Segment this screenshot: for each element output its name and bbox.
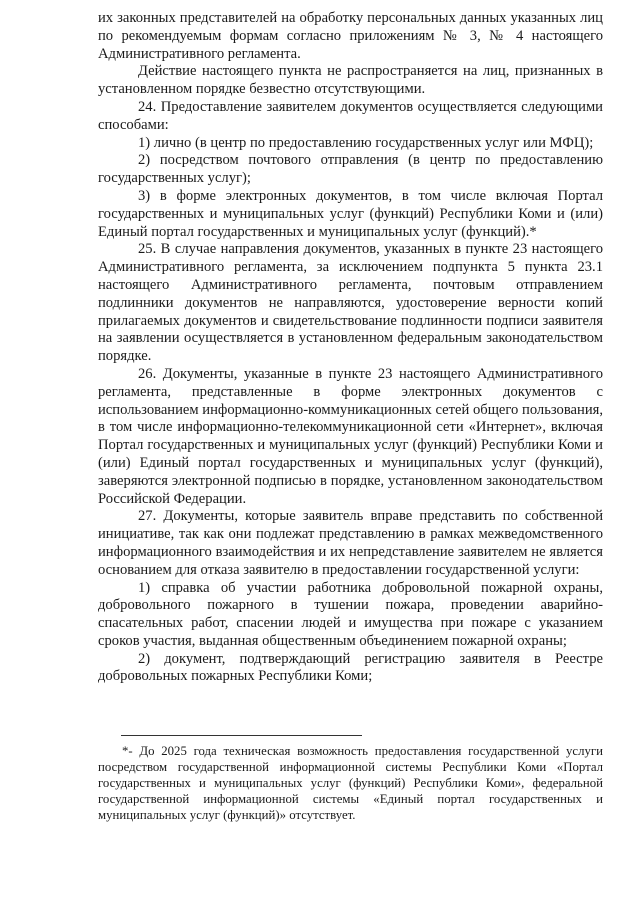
paragraph-24-item-3: 3) в форме электронных документов, в том числе включая Портал государственных и муниципальных услуг (функций) Республики Коми и (или) Единый портал государственных и муниципальных услуг (функций).* xyxy=(98,187,603,240)
footnote-text: *- До 2025 года техническая возможность предоставления государственной услуги посредством государственной информационной системы Республики Коми «Портал государственных и муниципальных услуг (функций) Республики Коми», федеральной государственной информационной системы «Единый портал государственных и муниципальных услуг (функций)» отсутствует. xyxy=(98,744,603,822)
paragraph-26: 26. Документы, указанные в пункте 23 настоящего Административного регламента, представленные в форме электронных документов с использованием информационно-коммуникационных сетей общего пользования, в том числе информационно-телекоммуникационной сети «Интернет», включая Портал государственных и муниципальных услуг (функций) Республики Коми и (или) Единый портал государственных и муниципальных услуг (функций), заверяются электронной подписью в порядке, установленном законодательством Российской Федерации. xyxy=(98,365,603,507)
paragraph-27-item-2: 2) документ, подтверждающий регистрацию заявителя в Реестре добровольных пожарных Республики Коми; xyxy=(98,650,603,685)
paragraph-27-item-1: 1) справка об участии работника добровольной пожарной охраны, добровольного пожарного в тушении пожара, проведении аварийно-спасательных работ, спасении людей и имущества при пожаре с указанием сроков участия, выданная общественным объединением пожарной охраны; xyxy=(98,579,603,649)
document-body xyxy=(98,10,603,686)
paragraph-24: 24. Предоставление заявителем документов осуществляется следующими способами: xyxy=(98,98,603,133)
paragraph-24-item-2: 2) посредством почтового отправления (в центр по предоставлению государственных услуг); xyxy=(98,152,603,187)
paragraph-27: 27. Документы, которые заявитель вправе представить по собственной инициативе, так как они подлежат представлению в рамках межведомственного информационного взаимодействия и их непредставление заявителем не является основанием для отказа заявителю в предоставлении государственной услуги: xyxy=(98,508,603,578)
footnote xyxy=(98,743,603,823)
paragraph-24-item-1: 1) лично (в центр по предоставлению государственных услуг или МФЦ); xyxy=(138,134,594,151)
footnote-divider xyxy=(121,735,362,736)
paragraph-consent-continuation: их законных представителей на обработку персональных данных указанных лиц по рекомендуемым формам согласно приложениям № 3, № 4 настоящего Административного регламента. xyxy=(98,10,603,62)
paragraph-25: 25. В случае направления документов, указанных в пункте 23 настоящего Административного регламента, за исключением подпункта 5 пункта 23.1 настоящего Административного регламента, почтовым отправлением подлинники документов не направляются, удостоверение верности копий прилагаемых документов и свидетельствование подлинности подписи заявителя на заявлении осуществляется в установленном федеральным законодательством порядке. xyxy=(98,241,603,365)
paragraph-missing-persons-exception: Действие настоящего пункта не распространяется на лиц, признанных в установленном порядке безвестно отсутствующими. xyxy=(98,63,603,98)
